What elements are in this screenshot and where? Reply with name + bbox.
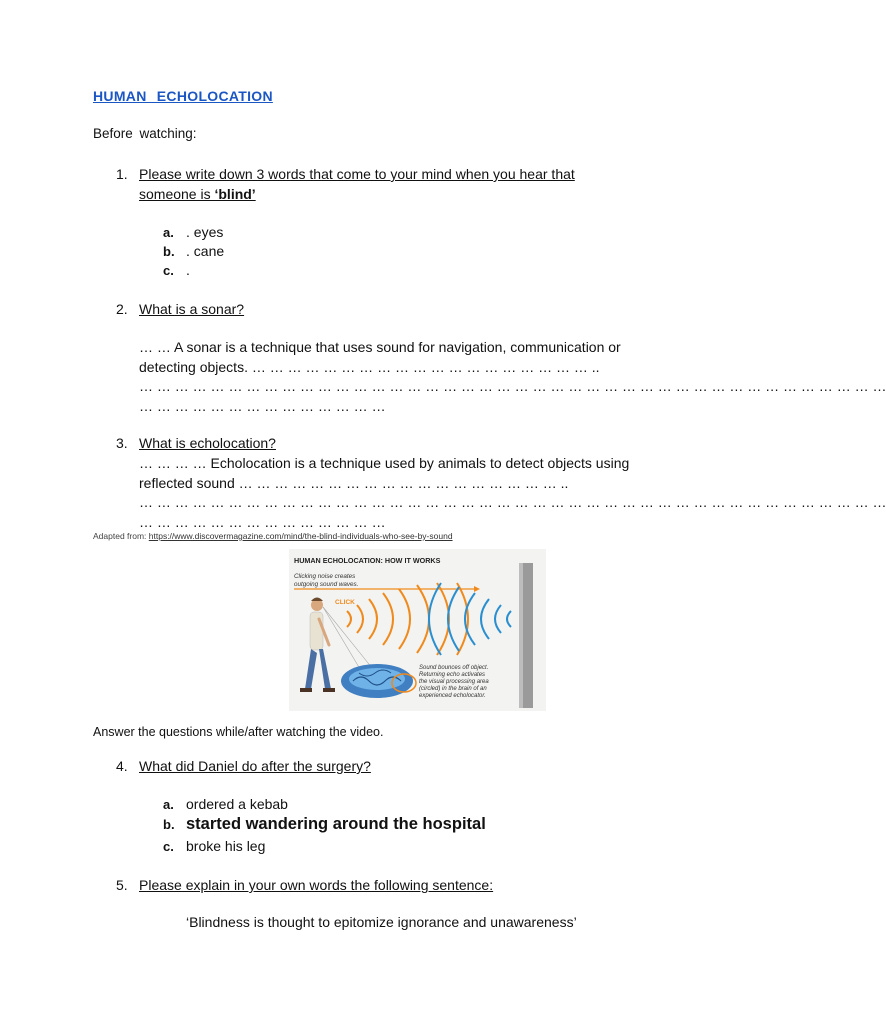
question-2-text: What is a sonar?	[139, 301, 245, 317]
question-1-line-1: Please write down 3 words that come to your mind when you hear that	[139, 166, 575, 182]
click-label: CLICK	[335, 599, 355, 606]
question-5	[116, 876, 676, 896]
dotted-line: … … … … … … … … … … … … … … … … … … … … … … … … … … … … … … … … … … … … … … … … … …	[139, 378, 886, 394]
document-title: HUMAN ECHOLOCATION	[93, 88, 273, 104]
q4-option-a	[163, 795, 288, 815]
question-4	[116, 757, 676, 777]
source-credit	[93, 531, 453, 541]
option-letter: a.	[163, 225, 174, 240]
figure-caption-bottom: experienced echolocator.	[419, 693, 486, 699]
figure-caption-top: outgoing sound waves.	[294, 581, 359, 588]
question-4-text: What did Daniel do after the surgery?	[139, 758, 371, 774]
figure-caption-bottom: Returning echo activates	[419, 672, 486, 678]
echolocation-figure	[289, 549, 546, 711]
option-letter: a.	[163, 797, 174, 812]
option-letter: c.	[163, 263, 174, 278]
question-5-text: Please explain in your own words the following sentence:	[139, 877, 494, 893]
figure-title: HUMAN ECHOLOCATION: HOW IT WORKS	[294, 556, 441, 565]
question-1-text: someone is	[139, 185, 215, 202]
question-1	[116, 165, 676, 204]
question-1-line-2	[139, 185, 676, 205]
option-letter: b.	[163, 817, 175, 832]
before-watching-label: Before watching:	[93, 126, 197, 141]
figure-caption-bottom: the visual processing area	[419, 679, 489, 685]
q4-option-c	[163, 837, 265, 857]
source-link[interactable]: https://www.discovermagazine.com/mind/the-blind-individuals-who-see-by-sound	[148, 531, 453, 541]
figure-caption-top: Clicking noise creates	[294, 573, 356, 580]
question-number: 5.	[116, 877, 128, 893]
figure-caption-bottom: (circled) in the brain of an	[419, 686, 487, 692]
question-3-answer	[139, 454, 886, 532]
dotted-line: … … … … … … … … … … … … … … … … … … … … … … … … … … … … … … … … … … … … … … … … … …	[139, 494, 886, 510]
object-wall-highlight	[519, 563, 523, 708]
option-text: .	[186, 262, 190, 278]
question-number: 4.	[116, 758, 128, 774]
question-3	[116, 434, 676, 454]
dotted-line: … … … … … … … … … … … … … …	[139, 397, 386, 414]
question-2	[116, 300, 676, 320]
question-3-text: What is echolocation?	[139, 435, 276, 451]
dotted-line: … … … … … … … … … … … … … …	[139, 513, 386, 530]
q1-option-c	[163, 261, 190, 281]
answer-line: reflected sound … … … … … … … … … … … … … … … … … … ..	[139, 474, 569, 491]
question-number: 2.	[116, 301, 128, 317]
answer-line: detecting objects. … … … … … … … … … … … … … … … … … … … ..	[139, 358, 600, 375]
answer-line: … … A sonar is a technique that uses sound for navigation, communication or	[139, 339, 621, 355]
option-text: broke his leg	[186, 838, 266, 854]
figure-caption-bottom: Sound bounces off object.	[419, 665, 489, 671]
q1-option-b	[163, 242, 224, 262]
option-letter: b.	[163, 244, 175, 259]
option-text: ordered a kebab	[186, 796, 288, 812]
option-text: . cane	[186, 243, 225, 259]
instruction-text: Answer the questions while/after watching the video.	[93, 725, 384, 739]
option-text-selected: started wandering around the hospital	[186, 815, 486, 833]
blind-word: ‘blind’	[214, 185, 256, 202]
q4-option-b	[163, 815, 486, 835]
question-2-answer	[139, 338, 886, 416]
question-number: 3.	[116, 435, 128, 451]
q1-option-a	[163, 223, 223, 243]
quote-sentence: ‘Blindness is thought to epitomize ignorance and unawareness’	[186, 914, 577, 930]
option-text: . eyes	[186, 224, 224, 240]
question-number: 1.	[116, 166, 128, 182]
source-prefix: Adapted from:	[93, 531, 149, 541]
answer-line: … … … … Echolocation is a technique used by animals to detect objects using	[139, 455, 630, 471]
option-letter: c.	[163, 839, 174, 854]
